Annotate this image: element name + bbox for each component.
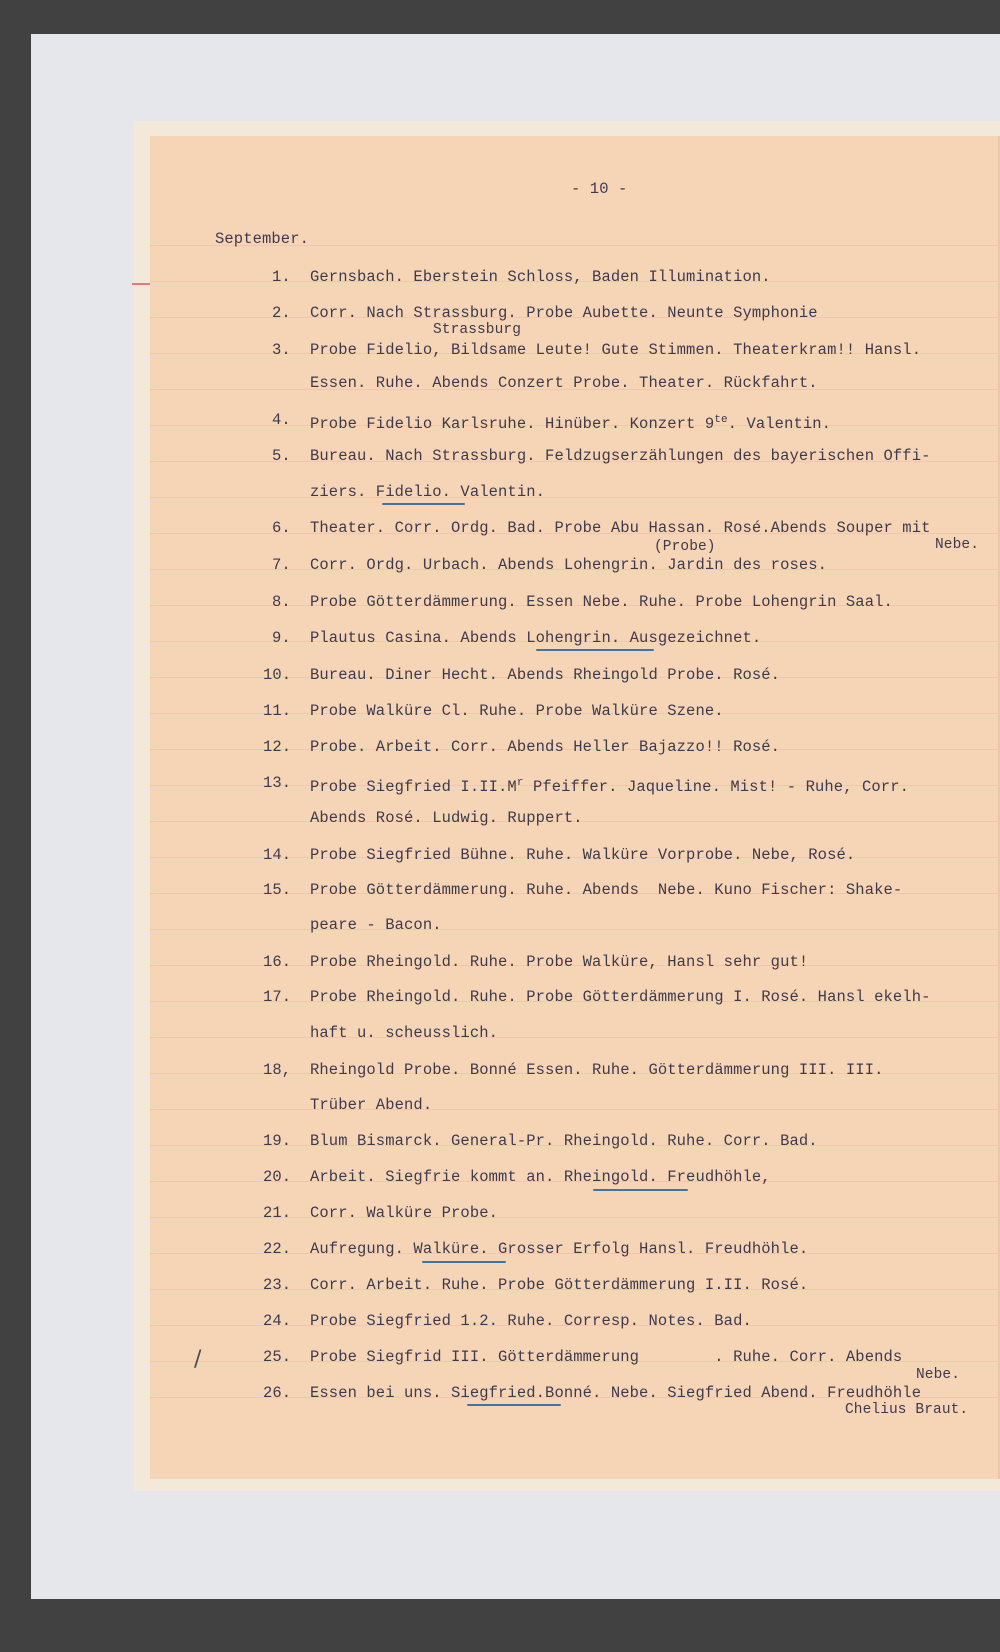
entry-num: 22. [263, 1240, 292, 1258]
insertion-nebe: Nebe. [935, 537, 980, 553]
entry-num: 6. [272, 519, 291, 537]
entry-text: Essen. Ruhe. Abends Conzert Probe. Theater. Rückfahrt. [310, 374, 818, 392]
entry-text: Probe Siegfrid III. Götterdämmerung . Ruhe. Corr. Abends [310, 1348, 903, 1366]
entry-num: 4. [272, 411, 291, 429]
entry-num: 7. [272, 556, 291, 574]
entry-num: 20. [263, 1168, 292, 1186]
underline [422, 1261, 506, 1263]
entry-text: Bureau. Diner Hecht. Abends Rheingold Probe. Rosé. [310, 666, 781, 684]
entry-text: Abends Rosé. Ludwig. Ruppert. [310, 809, 583, 827]
insertion-strassburg: Strassburg [433, 322, 522, 338]
insertion-chelius: Chelius Braut. [845, 1402, 969, 1418]
entry-num: 19. [263, 1132, 292, 1150]
entry-text: Probe Siegfried Bühne. Ruhe. Walküre Vorprobe. Nebe, Rosé. [310, 846, 856, 864]
entry-text: Probe Fidelio Karlsruhe. Hinüber. Konzert $9^{te}$. Valentin. [310, 414, 832, 434]
entry-text: Probe Walküre Cl. Ruhe. Probe Walküre Szene. [310, 702, 724, 720]
margin-mark [132, 283, 150, 285]
entry-num: 5. [272, 447, 291, 465]
entry-text: Probe Götterdämmerung. Essen Nebe. Ruhe. Probe Lohengrin Saal. [310, 593, 893, 611]
entry-text: Probe Siegfried 1.2. Ruhe. Corresp. Notes. Bad. [310, 1312, 752, 1330]
entry-num: 18, [263, 1061, 292, 1079]
superscript: te [714, 414, 728, 426]
entry-text: Aufregung. Walküre. Grosser Erfolg Hansl. Freudhöhle. [310, 1240, 809, 1258]
entry-text: ziers. Fidelio. Valentin. [310, 483, 546, 501]
entry-num: 3. [272, 341, 291, 359]
entry-text: Probe Rheingold. Ruhe. Probe Walküre, Hansl sehr gut! [310, 953, 809, 971]
ruled-line [150, 929, 1000, 930]
entry-num: 15. [263, 881, 292, 899]
month-heading: September. [215, 230, 310, 248]
entry-num: 13. [263, 774, 292, 792]
entry-num: 23. [263, 1276, 292, 1294]
superscript: r [516, 777, 524, 789]
entry-text: haft u. scheusslich. [310, 1024, 499, 1042]
entry-text: Plautus Casina. Abends Lohengrin. Ausgezeichnet. [310, 629, 762, 647]
entry-num: 26. [263, 1384, 292, 1402]
ruled-line [150, 1109, 1000, 1110]
entry-num: 14. [263, 846, 292, 864]
entry-text: Probe. Arbeit. Corr. Abends Heller Bajazzo!! Rosé. [310, 738, 781, 756]
ruled-line [150, 497, 1000, 498]
pencil-slash-mark: / [194, 1347, 202, 1372]
ruled-line [150, 1037, 1000, 1038]
entry-num: 25. [263, 1348, 292, 1366]
entry-num: 8. [272, 593, 291, 611]
entry-text: Bureau. Nach Strassburg. Feldzugserzählungen des bayerischen Offi- [310, 447, 931, 465]
insertion-probe: (Probe) [654, 539, 716, 555]
entry-text: Blum Bismarck. General-Pr. Rheingold. Ruhe. Corr. Bad. [310, 1132, 818, 1150]
entry-text: Essen bei uns. Siegfried.Bonné. Nebe. Siegfried Abend. Freudhöhle [310, 1384, 922, 1402]
entry-num: 1. [272, 268, 291, 286]
entry-text: Theater. Corr. Ordg. Bad. Probe Abu Hassan. Rosé.Abends Souper mit [310, 519, 931, 537]
entry-text: Corr. Walküre Probe. [310, 1204, 499, 1222]
underline [593, 1189, 688, 1191]
underline [382, 503, 465, 505]
entry-num: 21. [263, 1204, 292, 1222]
underline [467, 1404, 561, 1406]
entry-text: Probe Siegfried $I.II.M^r$ Pfeiffer. Jaqueline. Mist! - Ruhe, Corr. [310, 777, 910, 797]
entry-text: Arbeit. Siegfrie kommt an. Rheingold. Freudhöhle, [310, 1168, 771, 1186]
entry-num: 9. [272, 629, 291, 647]
entry-text: Corr. Nach Strassburg. Probe Aubette. Neunte Symphonie [310, 304, 818, 322]
entry-text: Probe Rheingold. Ruhe. Probe Götterdämmerung I. Rosé. Hansl ekelh- [310, 988, 931, 1006]
entry-text: Corr. Ordg. Urbach. Abends Lohengrin. Jardin des roses. [310, 556, 828, 574]
entry-num: 16. [263, 953, 292, 971]
entry-text: Corr. Arbeit. Ruhe. Probe Götterdämmerung I.II. Rosé. [310, 1276, 809, 1294]
entry-text: peare - Bacon. [310, 916, 442, 934]
entry-num: 2. [272, 304, 291, 322]
insertion-nebe: Nebe. [916, 1367, 961, 1383]
entry-num: 12. [263, 738, 292, 756]
entry-text: Probe Fidelio, Bildsame Leute! Gute Stimmen. Theaterkram!! Hansl. [310, 341, 922, 359]
entry-text: Probe Götterdämmerung. Ruhe. Abends Nebe. Kuno Fischer: Shake- [310, 881, 903, 899]
entry-text: Rheingold Probe. Bonné Essen. Ruhe. Götterdämmerung III. III. [310, 1061, 884, 1079]
entry-num: 24. [263, 1312, 292, 1330]
page-number: - 10 - [571, 180, 628, 198]
entry-num: 10. [263, 666, 292, 684]
entry-text: Trüber Abend. [310, 1096, 433, 1114]
underline [536, 649, 654, 651]
entry-num: 17. [263, 988, 292, 1006]
entry-num: 11. [263, 702, 292, 720]
entry-text: Gernsbach. Eberstein Schloss, Baden Illumination. [310, 268, 771, 286]
